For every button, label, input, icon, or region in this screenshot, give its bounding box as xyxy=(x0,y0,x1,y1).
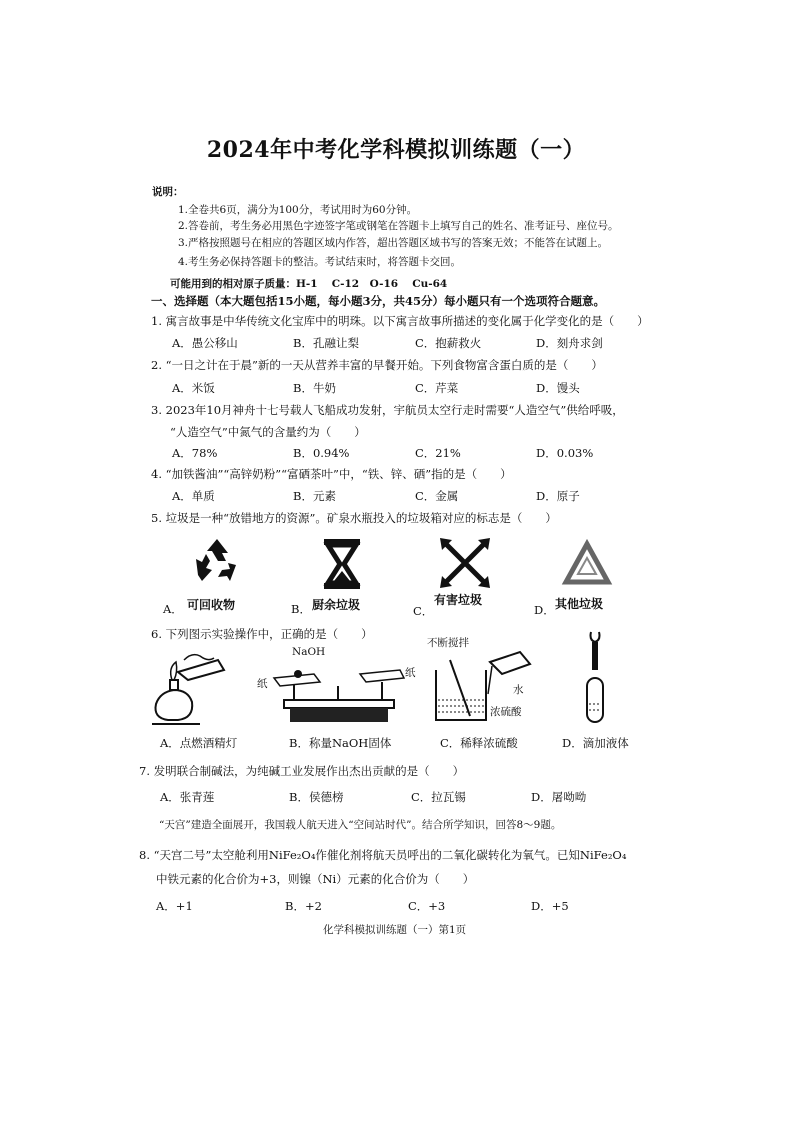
q4-option-a: A．单质 xyxy=(172,489,215,503)
q7-option-b: B．侯德榜 xyxy=(289,790,344,804)
q5-letter-a: A． xyxy=(163,602,183,616)
atomic-mass-line: 可能用到的相对原子质量：H-1 C-12 O-16 Cu-64 xyxy=(170,278,448,290)
note-item-1: 1.全卷共6页，满分为100分，考试用时为60分钟。 xyxy=(178,204,418,216)
q8-option-a: A．+1 xyxy=(156,899,193,913)
q7-stem: 7. 发明联合制碱法，为纯碱工业发展作出杰出贡献的是（ ） xyxy=(139,764,465,778)
q1-option-b: B．孔融让梨 xyxy=(293,336,359,350)
notes-heading: 说明： xyxy=(152,186,184,198)
fig-label-water: 水 xyxy=(513,684,524,696)
q2-stem: 2. “一日之计在于晨”新的一天从营养丰富的早餐开始。下列食物富含蛋白质的是（ ） xyxy=(151,358,603,372)
alcohol-lamp-figure xyxy=(148,650,238,730)
hazardous-waste-icon xyxy=(438,536,492,590)
q1-stem: 1. 寓言故事是中华传统文化宝库中的明珠。以下寓言故事所描述的变化属于化学变化的是（ ） xyxy=(151,314,649,328)
section-heading: 一、选择题（本大题包括15小题，每小题3分，共45分）每小题只有一个选项符合题意。 xyxy=(151,294,606,308)
context-text: “天宫”建造全面展开，我国载人航天进入“空间站时代”。结合所学知识，回答8～9题。 xyxy=(159,819,562,831)
q8-option-d: D．+5 xyxy=(531,899,569,913)
page-title: 2024年中考化学科模拟训练题（一） xyxy=(206,137,586,163)
q5-letter-c: C． xyxy=(413,604,434,618)
q8-option-c: C．+3 xyxy=(408,899,446,913)
dropper-figure xyxy=(575,628,615,728)
note-item-2: 2.答卷前，考生务必用黑色字迹签字笔或钢笔在答题卡上填写自己的姓名、准考证号、座位号。 xyxy=(178,220,619,232)
other-waste-icon xyxy=(562,540,612,590)
fig-label-paper-left: 纸 xyxy=(257,678,268,690)
q3-option-a: A．78% xyxy=(172,446,218,460)
q7-option-d: D．屠呦呦 xyxy=(531,790,587,804)
q2-option-b: B．牛奶 xyxy=(293,381,336,395)
q2-option-c: C．芹菜 xyxy=(415,381,459,395)
q8-stem-line1: 8. “天宫二号”太空舱利用NiFe₂O₄作催化剂将航天员呼出的二氧化碳转化为氧气。已知NiFe₂O₄ xyxy=(139,848,627,862)
q1-option-d: D．刻舟求剑 xyxy=(536,336,603,350)
balance-figure xyxy=(268,660,408,730)
q5-letter-d: D． xyxy=(534,603,555,617)
q3-option-c: C．21% xyxy=(415,446,461,460)
q4-stem: 4. “加铁酱油”“高锌奶粉”“富硒茶叶”中，“铁、锌、硒”指的是（ ） xyxy=(151,467,512,481)
q4-option-c: C．金属 xyxy=(415,489,459,503)
fig-label-stir: 不断搅拌 xyxy=(427,637,469,649)
q2-option-d: D．馒头 xyxy=(536,381,580,395)
q4-option-b: B．元素 xyxy=(293,489,336,503)
dilution-figure xyxy=(430,650,540,726)
q7-option-a: A．张青莲 xyxy=(160,790,215,804)
fig-label-paper-right: 纸 xyxy=(405,667,416,679)
fig-label-naoh: NaOH xyxy=(292,646,326,658)
q7-option-c: C．拉瓦锡 xyxy=(411,790,466,804)
kitchen-waste-icon xyxy=(320,537,364,591)
q5-letter-b: B． xyxy=(291,602,311,616)
q3-option-d: D．0.03% xyxy=(536,446,594,460)
q5-label-c: 有害垃圾 xyxy=(434,593,483,607)
q6-stem: 6. 下列图示实验操作中，正确的是（ ） xyxy=(151,627,373,641)
q8-option-b: B．+2 xyxy=(285,899,322,913)
q2-option-a: A．米饭 xyxy=(172,381,215,395)
q6-option-d: D．滴加液体 xyxy=(562,736,629,750)
q5-label-d: 其他垃圾 xyxy=(555,597,604,611)
page-footer: 化学科模拟训练题（一）第1页 xyxy=(323,924,467,936)
q1-option-c: C．抱薪救火 xyxy=(415,336,482,350)
q3-option-b: B．0.94% xyxy=(293,446,350,460)
q6-option-a: A．点燃酒精灯 xyxy=(160,736,238,750)
q5-stem: 5. 垃圾是一种“放错地方的资源”。矿泉水瓶投入的垃圾箱对应的标志是（ ） xyxy=(151,511,557,525)
q5-label-a: 可回收物 xyxy=(187,598,236,612)
q3-stem-line1: 3. 2023年10月神舟十七号载人飞船成功发射，宇航员太空行走时需要“人造空气”供给呼吸， xyxy=(151,403,624,417)
q5-label-b: 厨余垃圾 xyxy=(312,598,361,612)
note-item-3: 3.严格按照题号在相应的答题区域内作答，超出答题区域书写的答案无效；不能答在试题上。 xyxy=(178,237,609,249)
q3-stem-line2: “人造空气”中氮气的含量约为（ ） xyxy=(170,425,366,439)
recycle-icon xyxy=(192,535,242,589)
note-item-4: 4.考生务必保持答题卡的整洁。考试结束时，将答题卡交回。 xyxy=(178,256,462,268)
q6-option-c: C．稀释浓硫酸 xyxy=(440,736,518,750)
q1-option-a: A．愚公移山 xyxy=(172,336,238,350)
q8-stem-line2: 中铁元素的化合价为+3，则镍（Ni）元素的化合价为（ ） xyxy=(156,872,475,886)
fig-label-acid: 浓硫酸 xyxy=(490,706,522,718)
q6-option-b: B．称量NaOH固体 xyxy=(289,736,392,750)
q4-option-d: D．原子 xyxy=(536,489,580,503)
